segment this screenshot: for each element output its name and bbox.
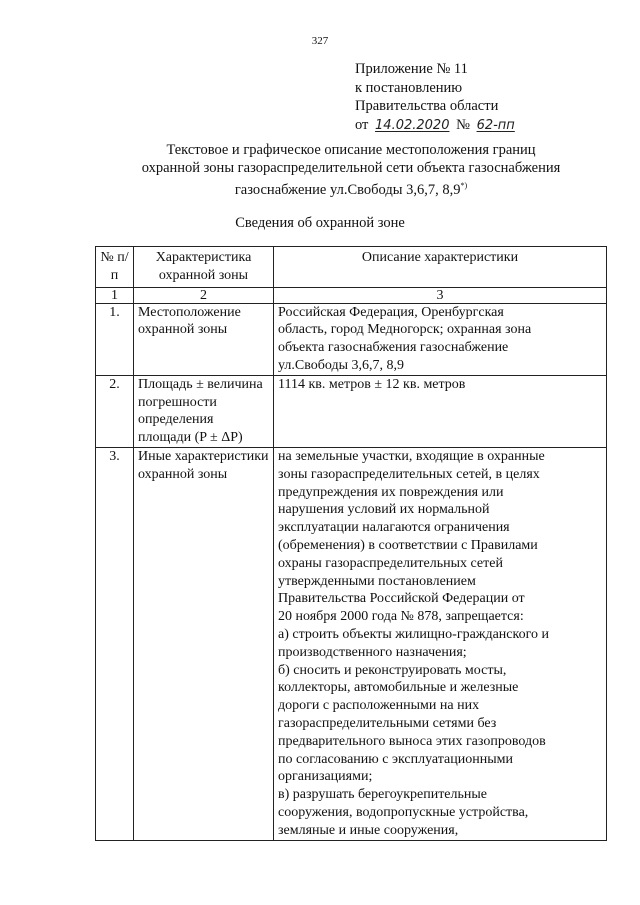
- handwritten-number: 62-пп: [476, 117, 515, 133]
- section-subtitle: Сведения об охранной зоне: [235, 215, 405, 231]
- number-sign: №: [456, 116, 470, 133]
- appendix-line-2: к постановлению: [355, 79, 463, 96]
- desc-line: по согласованию с эксплуатационными: [278, 751, 513, 767]
- title-line-2: охранной зоны газораспределительной сети объекта газоснабжения: [141, 160, 561, 176]
- desc-line: нарушения условий их нормальной: [278, 502, 490, 518]
- desc-line: зоны газораспределительных сетей, в целях: [278, 466, 540, 482]
- desc-line: газораспределительными сетями без: [278, 715, 497, 731]
- desc-line: в) разрушать берегоукрепительные: [278, 787, 488, 803]
- table-index-row: [96, 287, 607, 303]
- row-characteristic: Площадь ± величина погрешности определения площади (P ± ΔP): [134, 375, 274, 447]
- table-header-row: [96, 247, 607, 288]
- appendix-line-3: Правительства области: [355, 98, 499, 114]
- handwritten-date: 14.02.2020: [375, 117, 450, 133]
- header-description: Описание характеристики: [274, 247, 607, 288]
- footnote-mark: *): [460, 181, 468, 190]
- desc-line: область, город Медногорск; охранная зона: [278, 322, 532, 338]
- row-characteristic: Местоположение охранной зоны: [134, 303, 274, 375]
- title-line-3-text: газоснабжение ул.Свободы 3,6,7, 8,9: [234, 181, 461, 198]
- desc-line: охраны газораспределительных сетей: [278, 555, 503, 571]
- row-number: 2.: [96, 375, 134, 447]
- page-number: 327: [311, 35, 329, 47]
- table-row: [96, 375, 607, 447]
- desc-line: предупреждения их повреждения или: [278, 484, 504, 500]
- title-line-3: [95, 177, 607, 199]
- row-characteristic: Иные характеристики охранной зоны: [134, 447, 274, 840]
- row-description: [274, 303, 607, 375]
- index-cell: 2: [134, 287, 274, 303]
- appendix-date-line: [355, 116, 518, 136]
- document-title: [95, 141, 607, 199]
- appendix-line-1: Приложение № 11: [355, 61, 468, 77]
- desc-line: (обременения) в соответствии с Правилами: [278, 537, 538, 553]
- title-line-1: Текстовое и графическое описание местоположения границ: [166, 142, 536, 158]
- desc-line: объекта газоснабжения газоснабжение: [278, 340, 509, 356]
- desc-line: организациями;: [278, 769, 373, 785]
- desc-line: эксплуатации налагаются ограничения: [278, 520, 510, 536]
- header-number: № п/п: [96, 247, 134, 288]
- desc-line: сооружения, водопропускные устройства,: [278, 804, 529, 820]
- row-description: [274, 447, 607, 840]
- appendix-block: [355, 60, 518, 135]
- desc-line: 20 ноября 2000 года № 878, запрещается:: [278, 609, 524, 625]
- table-row: [96, 303, 607, 375]
- desc-line: предварительного выноса этих газопроводов: [278, 733, 546, 749]
- desc-line: утвержденными постановлением: [278, 573, 476, 589]
- desc-line: а) строить объекты жилищно-гражданского и: [278, 626, 549, 642]
- row-number: 3.: [96, 447, 134, 840]
- desc-line: земляные и иные сооружения,: [278, 822, 459, 838]
- table-row: [96, 447, 607, 840]
- desc-line: 1114 кв. метров ± 12 кв. метров: [278, 376, 466, 392]
- date-prefix: от: [355, 116, 369, 133]
- header-characteristic: Характеристика охранной зоны: [134, 247, 274, 288]
- desc-line: ул.Свободы 3,6,7, 8,9: [278, 357, 404, 373]
- desc-line: на земельные участки, входящие в охранные: [278, 448, 545, 464]
- desc-line: Правительства Российской Федерации от: [278, 591, 525, 607]
- desc-line: коллекторы, автомобильные и железные: [278, 680, 519, 696]
- desc-line: б) сносить и реконструировать мосты,: [278, 662, 507, 678]
- zone-info-table: [95, 246, 607, 841]
- row-number: 1.: [96, 303, 134, 375]
- desc-line: Российская Федерация, Оренбургская: [278, 304, 504, 320]
- desc-line: дороги с расположенными на них: [278, 698, 480, 714]
- index-cell: 1: [96, 287, 134, 303]
- index-cell: 3: [274, 287, 607, 303]
- row-description: [274, 375, 607, 447]
- desc-line: производственного назначения;: [278, 644, 467, 660]
